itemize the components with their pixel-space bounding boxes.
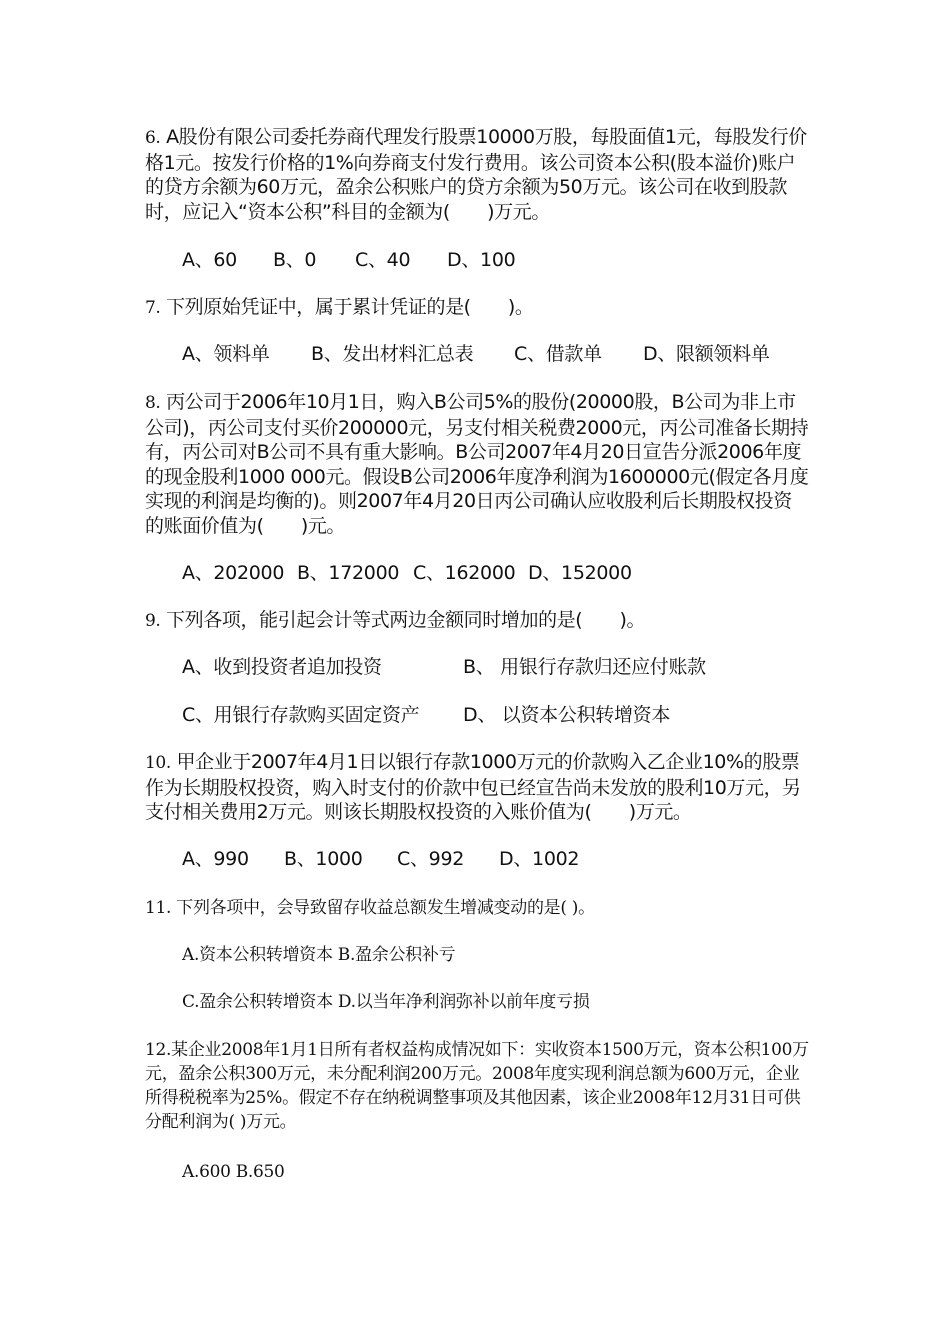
question-text: 丙公司于2006年10月1日，购入B公司5%的股份(20000股，B公司为非上市公司)，丙公司支付买价200000元，另支付相关税费2000元，丙公司准备长期持有，丙公司对B公司不具有重大影响。B公司2007年4月20日宣告分派2006年度的现金股利1000 000元。假设B公司2006年度净利润为1600000元(假定各月度实现的利润是均衡的)。则2007年4月20日丙公司确认应收股利后长期股权投资的账面价值为( )元。 <box>145 391 809 537</box>
option-c: C、用银行存款购买固定资产 <box>182 704 420 726</box>
question-number: 10. <box>145 753 171 773</box>
question-6 <box>145 125 810 224</box>
question-number: 9. <box>145 611 161 631</box>
option-a: A、收到投资者追加投资 <box>182 656 382 678</box>
question-10 <box>145 750 810 825</box>
option-line-2: C.盈余公积转增资本 D.以当年净利润弥补以前年度亏损 <box>182 992 590 1012</box>
option-a: A、990 <box>182 848 249 870</box>
option-d: D、1002 <box>499 848 580 870</box>
option-d: D、 以资本公积转增资本 <box>463 704 671 726</box>
question-number: 12. <box>145 1040 172 1060</box>
question-number: 7. <box>145 298 161 318</box>
option-d: D、限额领料单 <box>643 343 770 365</box>
question-7 <box>145 295 810 321</box>
question-text: 某企业2008年1月1日所有者权益构成情况如下：实收资本1500万元，资本公积100万元，盈余公积300万元，未分配利润200万元。2008年度实现利润总额为600万元，企业所得税税率为25%。假定不存在纳税调整事项及其他因素，该企业2008年12月31日可供分配利润为( )万元。 <box>145 1040 809 1132</box>
question-11 <box>145 896 810 920</box>
option-a: A、领料单 <box>182 343 270 365</box>
option-c: C、992 <box>397 848 465 870</box>
option-b: B、发出材料汇总表 <box>311 343 474 365</box>
option-b: B、0 <box>273 249 317 271</box>
question-number: 11. <box>145 898 172 918</box>
option-c: C、借款单 <box>514 343 602 365</box>
option-a: A、60 <box>182 249 237 271</box>
option-b: B、1000 <box>284 848 363 870</box>
question-number: 8. <box>145 393 161 413</box>
option-line-1: A.资本公积转增资本 B.盈余公积补亏 <box>182 945 456 965</box>
option-b: B、172000 <box>297 562 400 584</box>
question-9 <box>145 608 810 634</box>
option-d: D、100 <box>447 249 516 271</box>
option-c: C、162000 <box>413 562 516 584</box>
question-text: 下列各项，能引起会计等式两边金额同时增加的是( )。 <box>166 609 646 631</box>
question-text: 甲企业于2007年4月1日以银行存款1000万元的价款购入乙企业10%的股票作为长期股权投资，购入时支付的价款中包已经宣告尚未发放的股利10万元，另支付相关费用2万元。则该长期股权投资的入账价值为( )万元。 <box>145 751 801 823</box>
option-c: C、40 <box>355 249 411 271</box>
option-d: D、152000 <box>528 562 632 584</box>
question-number: 6. <box>145 128 161 148</box>
question-text: A股份有限公司委托券商代理发行股票10000万股，每股面值1元，每股发行价格1元。按发行价格的1%向券商支付发行费用。该公司资本公积(股本溢价)账户的贷方余额为60万元，盈余公积账户的贷方余额为50万元。该公司在收到股款时，应记入“资本公积”科目的金额为( )万元。 <box>145 126 807 223</box>
question-12 <box>145 1038 815 1134</box>
option-b: B、 用银行存款归还应付账款 <box>463 656 706 678</box>
question-8 <box>145 390 810 538</box>
question-text: 下列原始凭证中，属于累计凭证的是( )。 <box>166 296 534 318</box>
option-line-1: A.600 B.650 <box>182 1162 285 1182</box>
question-text: 下列各项中，会导致留存收益总额发生增减变动的是( )。 <box>176 898 595 918</box>
option-a: A、202000 <box>182 562 285 584</box>
